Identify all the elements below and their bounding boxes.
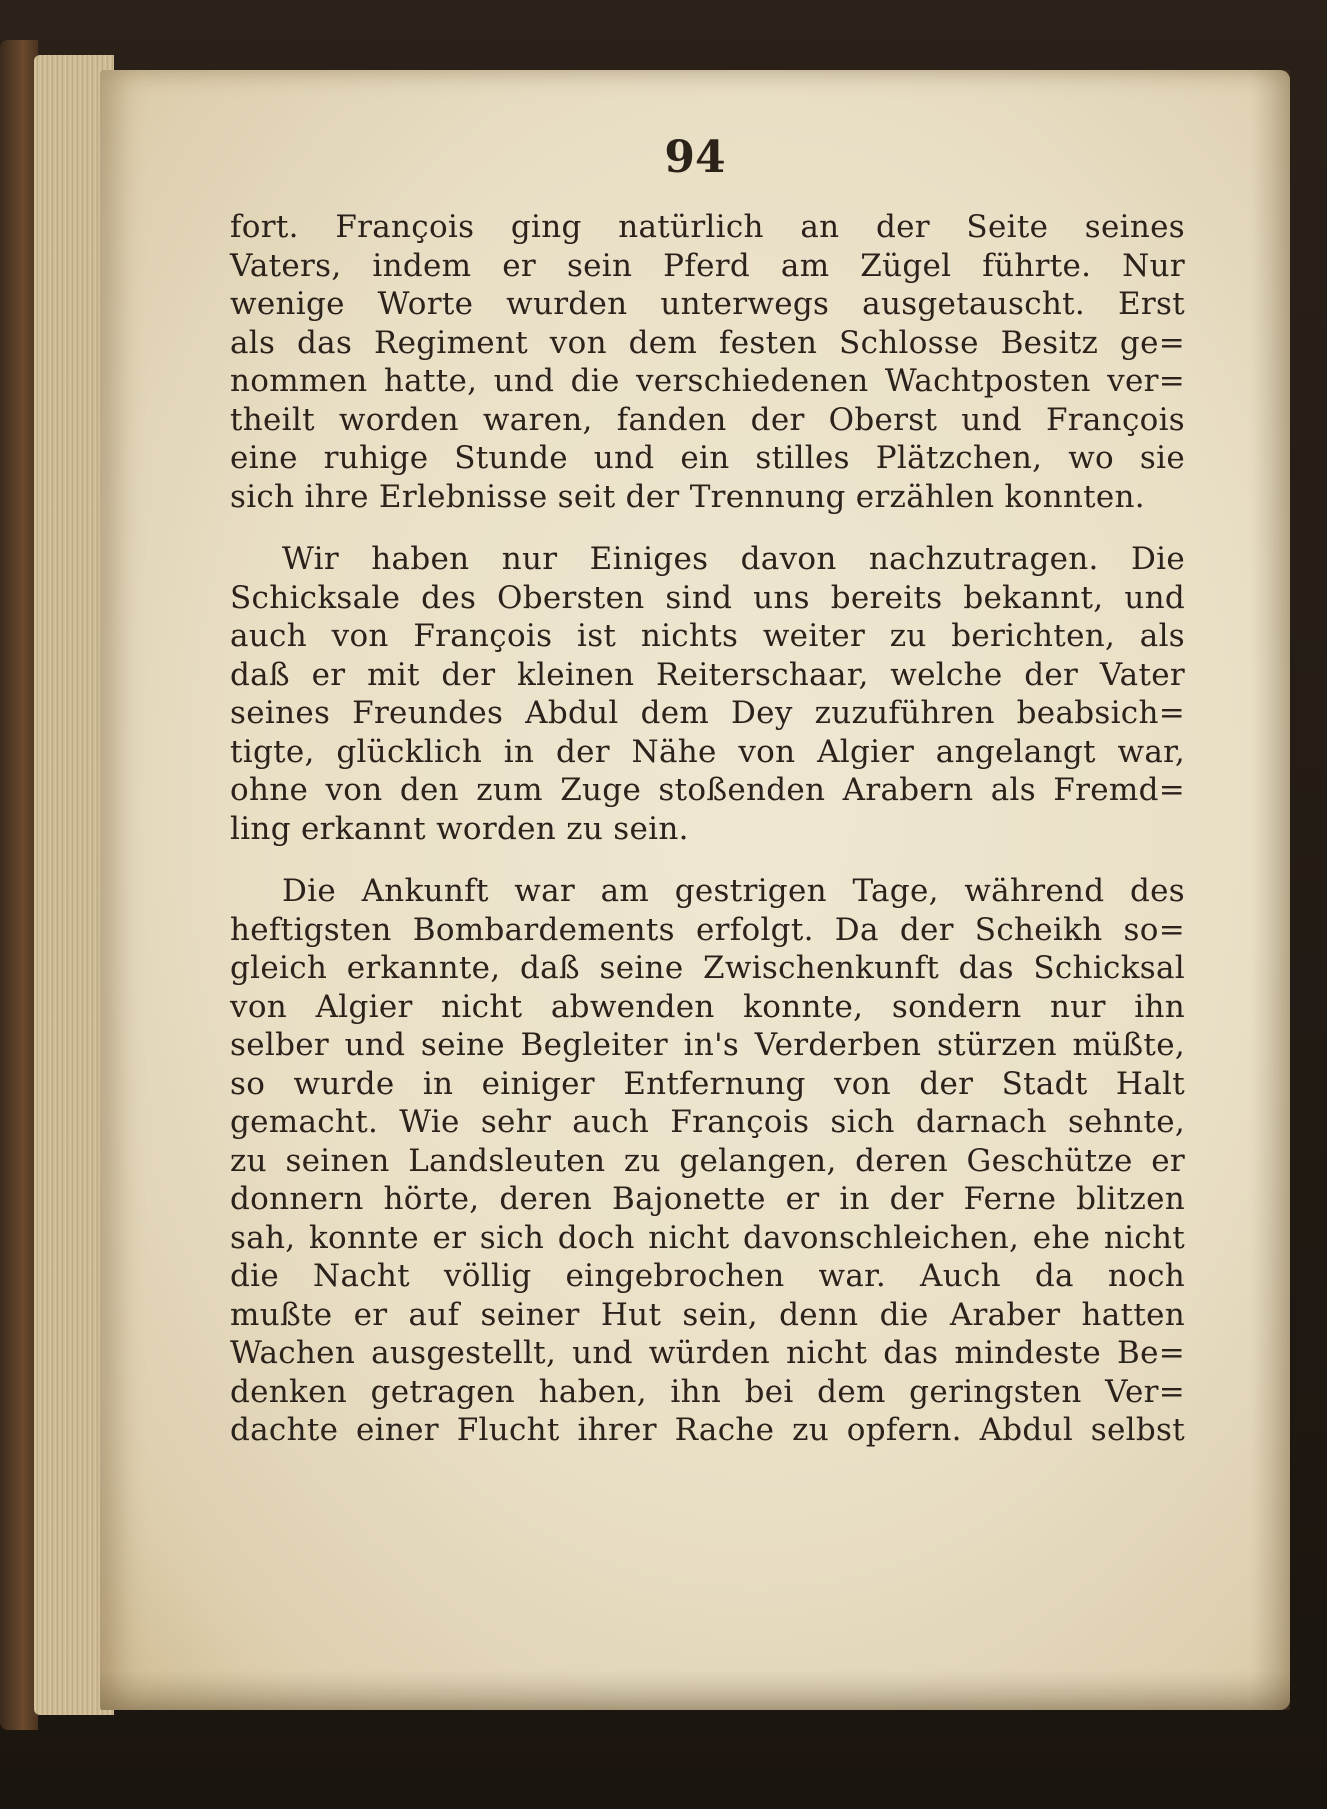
- page-number: 94: [664, 132, 726, 183]
- text-line: Wir haben nur Einiges davon nachzutragen. Die: [282, 541, 1185, 577]
- text-line: von Algier nicht abwenden konnte, sondern nur ihn: [230, 988, 1185, 1025]
- paragraph-3: [230, 872, 1185, 1450]
- text-line: daß er mit der kleinen Reiterschaar, welche der Vater: [230, 656, 1185, 693]
- text-line: eine ruhige Stunde und ein stilles Plätzchen, wo sie: [230, 440, 1185, 476]
- text-line: gleich erkannte, daß seine Zwischenkunft das Schicksal: [230, 950, 1185, 986]
- text-line: ling erkannt worden zu sein.: [230, 810, 689, 847]
- text-line: sich ihre Erlebnisse seit der Trennung erzählen konnten.: [230, 478, 1145, 515]
- text-line: als das Regiment von dem festen Schlosse Besitz ge=: [230, 324, 1185, 361]
- text-line: dachte einer Flucht ihrer Rache zu opfern. Abdul selbst: [230, 1412, 1185, 1448]
- text-line: heftigsten Bombardements erfolgt. Da der Scheikh so=: [230, 911, 1185, 948]
- text-line: Schicksale des Obersten sind uns bereits bekannt, und: [230, 579, 1185, 616]
- text-line: gemacht. Wie sehr auch François sich darnach sehnte,: [230, 1104, 1185, 1140]
- text-line: sah, konnte er sich doch nicht davonschleichen, ehe nicht: [230, 1219, 1185, 1256]
- text-line: auch von François ist nichts weiter zu berichten, als: [230, 618, 1185, 654]
- book-page: [100, 70, 1290, 1710]
- text-line: wenige Worte wurden unterwegs ausgetauscht. Erst: [230, 286, 1185, 322]
- text-line: tigte, glücklich in der Nähe von Algier angelangt war,: [230, 733, 1185, 770]
- text-line: ohne von den zum Zuge stoßenden Arabern als Fremd=: [230, 772, 1185, 808]
- gutter-shadow: [1250, 70, 1290, 1710]
- text-line: denken getragen haben, ihn bei dem geringsten Ver=: [230, 1373, 1185, 1410]
- text-line: so wurde in einiger Entfernung von der Stadt Halt: [230, 1065, 1185, 1102]
- text-block: [230, 208, 1185, 1450]
- text-line: donnern hörte, deren Bajonette er in der Ferne blitzen: [230, 1181, 1185, 1217]
- text-line: zu seinen Landsleuten zu gelangen, deren Geschütze er: [230, 1142, 1185, 1179]
- text-line: fort. François ging natürlich an der Seite seines: [230, 209, 1185, 245]
- text-line: die Nacht völlig eingebrochen war. Auch da noch: [230, 1258, 1185, 1294]
- paragraph-2: [230, 540, 1185, 848]
- text-line: Wachen ausgestellt, und würden nicht das mindeste Be=: [230, 1335, 1185, 1371]
- text-line: selber und seine Begleiter in's Verderben stürzen müßte,: [230, 1027, 1185, 1063]
- page-bottom-shadow: [100, 1670, 1290, 1710]
- book-cover-edge: [0, 40, 38, 1730]
- text-line: theilt worden waren, fanden der Oberst und François: [230, 401, 1185, 438]
- text-line: Vaters, indem er sein Pferd am Zügel führte. Nur: [230, 247, 1185, 284]
- text-line: mußte er auf seiner Hut sein, denn die Araber hatten: [230, 1296, 1185, 1333]
- text-line: nommen hatte, und die verschiedenen Wachtposten ver=: [230, 363, 1185, 399]
- paragraph-1: [230, 208, 1185, 516]
- text-line: seines Freundes Abdul dem Dey zuzuführen beabsich=: [230, 695, 1185, 731]
- text-line: Die Ankunft war am gestrigen Tage, während des: [282, 873, 1185, 909]
